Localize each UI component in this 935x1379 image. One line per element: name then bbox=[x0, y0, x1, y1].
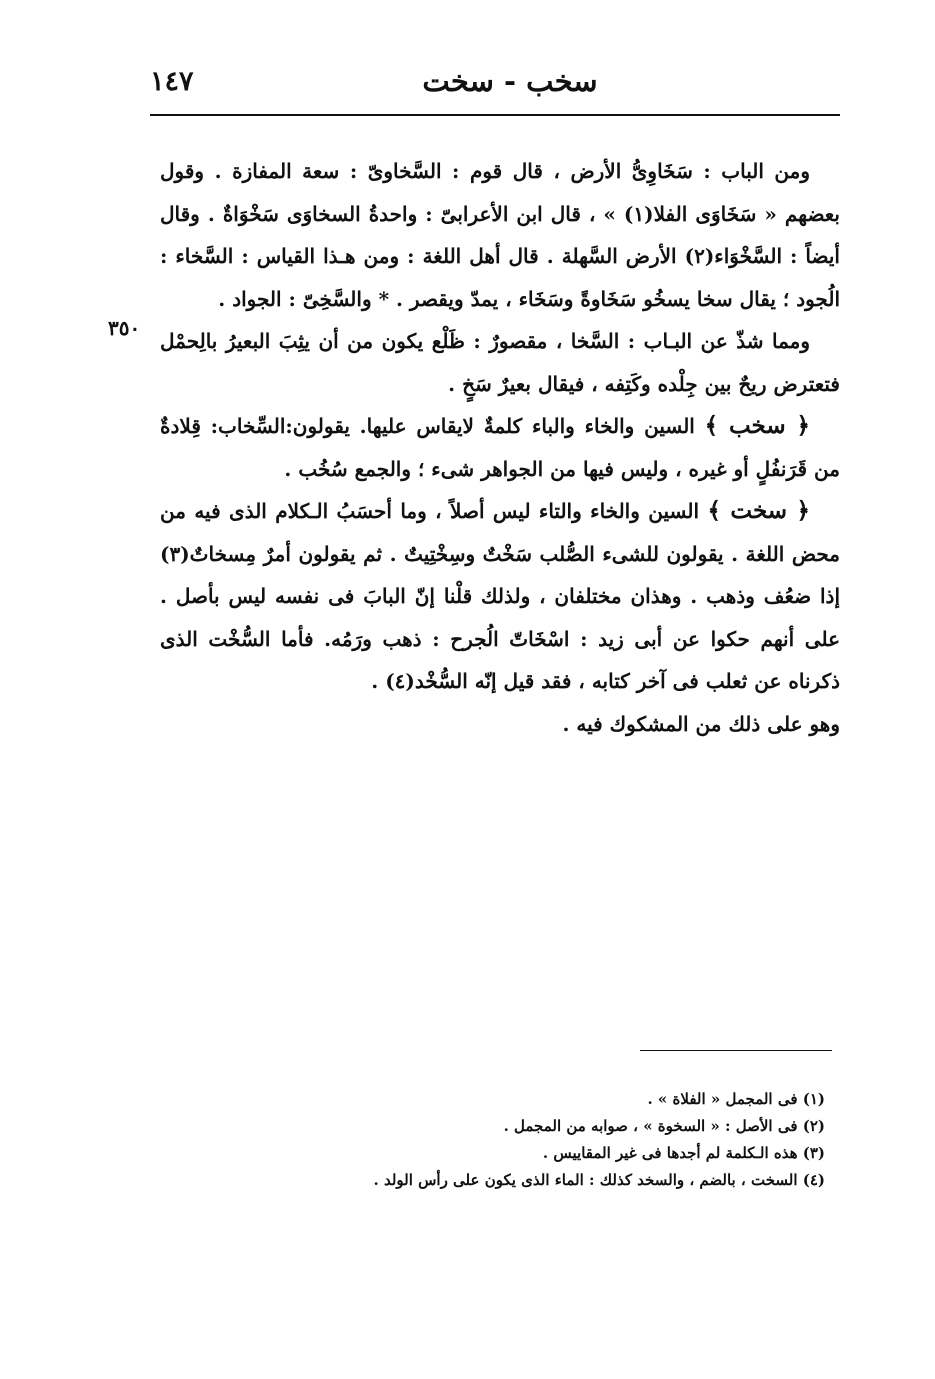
entry-heading-sakht: ﴿ سخت ﴾ bbox=[707, 497, 810, 524]
header-rule bbox=[150, 114, 840, 116]
footnote-rule bbox=[640, 1050, 832, 1051]
running-title: سخب - سخت bbox=[422, 64, 598, 98]
margin-page-reference: ٣٥٠ bbox=[108, 316, 141, 340]
footnote-1: (١) فى المجمل « الفلاة » . bbox=[647, 1090, 825, 1108]
footnote-2: (٢) فى الأصل : « السخوة » ، صوابه من المجمل . bbox=[503, 1117, 825, 1135]
main-text bbox=[160, 150, 840, 745]
paragraph-closing: وهو على ذلك من المشكوك فيه . bbox=[562, 711, 840, 736]
footnotes bbox=[250, 1086, 825, 1194]
entry-sakht bbox=[160, 490, 840, 703]
entry-text-sakhab: السين والخاء والباء كلمةٌ لايقاس عليها. يقولون:السِّخاب: قِلادةٌ من قَرَنفُلٍ أو غيره ، وليس فيها من الجواهر شىء ؛ والجمع سُخُب . bbox=[160, 414, 840, 481]
entry-text-sakht: السين والخاء والتاء ليس أصلاً ، وما أحسَبُ الـكلام الذى فيه من محض اللغة . يقولون للشىء الصُّلب سَخْتٌ وسِخْتِيتٌ . ثم يقولون أمرٌ مِسخاتٌ(٣) إذا ضعُف وذهب . وهذان مختلفان ، ولذلك قلْنا إنّ البابَ فى نفسه ليس بأصل . على أنهم حكوا عن أبى زيد : اسْخَاتّ الُجرح : ذهب ورَمُه. فأما السُّخْت الذى ذكرناه عن ثعلب فى آخر كتابه ، فقد قيل إنّه السُّخْد(٤) . bbox=[160, 499, 840, 693]
entry-sakhab bbox=[160, 405, 840, 490]
footnote-4: (٤) السخت ، بالضم ، والسخد كذلك : الماء الذى يكون على رأس الولد . bbox=[373, 1171, 825, 1189]
page-number: ١٤٧ bbox=[150, 66, 194, 97]
entry-heading-sakhab: ﴿ سخب ﴾ bbox=[704, 412, 810, 439]
paragraph-sakha: ومن الباب : سَخَاوِىُّ الأرض ، قال قوم : السَّخاوىّ : سعة المفازة . وقول بعضهم « سَخَاوَى الفلا(١) » ، قال ابن الأعرابىّ : واحدةُ السخاوَى سَخْوَاةٌ . وقال أيضاً : السَّخْوَاء(٢) الأرض السَّهلة . قال أهل اللغة : ومن هـذا القياس : السَّخاء : الُجود ؛ يقال سخا يسخُو سَخَاوةً وسَخَاء ، يمدّ ويقصر . * والسَّخِىّ : الجواد . bbox=[160, 159, 840, 311]
footnote-3: (٣) هذه الـكلمة لم أجدها فى غير المقاييس . bbox=[542, 1144, 825, 1162]
page-header bbox=[150, 62, 840, 106]
paragraph-shadh: ومما شذّ عن البـاب : السَّخا ، مقصورٌ : ظَلْع يكون من أن يثِبَ البعيرُ بالِحمْل فتعترض ريحٌ بين جِلْده وكَتِفه ، فيقال بعيرٌ سَخٍ . bbox=[160, 329, 840, 396]
